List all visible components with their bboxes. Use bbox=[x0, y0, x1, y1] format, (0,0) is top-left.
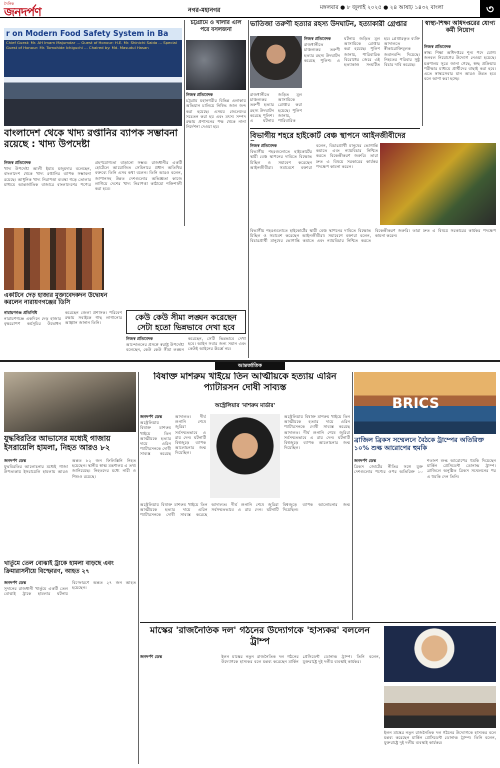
seminar-photo bbox=[4, 58, 182, 126]
trump-headline: মাস্কের 'রাজনৈতিক দল' গঠনের উদ্যোগকে 'হাস্যকর' বললেন ট্রাম্প bbox=[150, 626, 370, 647]
gaza-body bbox=[4, 458, 136, 558]
murder-text-cont: রাজধানীতে চাঞ্চল্যকর তরুণী হত্যার রহস্য উদঘাটন করেছে পুলিশ। এ ঘটনায় জড়িত মূল আসামিকে গ্রেপ্তার করা হয়েছে। পুলিশ জানায়, পারিবারিক bbox=[250, 92, 302, 124]
seminar-banner-names: Chief Guest: Mr. AH Imam Majumdar ... Guest of Honour: H.E. Mr. Shinichi Saida ... Special Guest of Honour: Mr. Tomohide Ichiguchi ... Chaired by: Md. Masudul Hasan bbox=[4, 40, 182, 58]
erin-patterson-photo bbox=[210, 414, 280, 498]
trump-photo bbox=[384, 626, 496, 682]
health-text: স্বাস্থ্য শিক্ষা অধিদপ্তরে শূন্য পদে যোগ্য জনবল নিয়োগের উদ্যোগ নেওয়া হয়েছে। মন্ত্রণালয় সূত্রে জানা গেছে, স্বচ্ছ প্রক্রিয়ায় পরীক্ষার মাধ্যমে প্রার্থীদের বাছাই করা হবে। এতে স্বাস্থ্যসেবার মান আরও উন্নত হবে বলে আশা করা হচ্ছে। bbox=[424, 50, 496, 82]
brics-headline: ব্রাজিল ব্রিকস সম্মেলনে বৈঠকে ট্রাম্পের অতিরিক্ত ১০% শুল্ক আরোপের হুমকি bbox=[354, 436, 484, 452]
food-export-headline: বাংলাদেশ থেকে খাদ্য রপ্তানির ব্যাপক সম্ভাবনা রয়েছে : খাদ্য উপদেষ্টা bbox=[4, 128, 178, 150]
mushroom-body-lower bbox=[140, 502, 350, 620]
mushroom-subhead: অস্ট্রেলিয়ার 'মাশরুম মার্ডার' bbox=[214, 403, 276, 409]
mushroom-byline: জনদর্পণ ডেস্ক bbox=[140, 414, 163, 419]
mushroom-text-cont: অস্ট্রেলিয়ায় বিষাক্ত মাশরুম খাইয়ে তিন আত্মীয়কে হত্যার দায়ে এরিন প্যাটারসনকে দোষী সাব্যস্ত করেছে আদালত। দীর্ঘ শুনানি শেষে জুরিরা সর্বসম্মতভাবে এ রায় দেন। ঘটনাটি বিশ্বজুড়ে ব্যাপক আলোচনার জন্ম দিয়েছিল। bbox=[284, 414, 350, 451]
border-body bbox=[126, 336, 246, 358]
murder-text: রাজধানীতে চাঞ্চল্যকর তরুণী হত্যার রহস্য উদঘাটন করেছে পুলিশ। এ ঘটনায় জড়িত মূল আসামিকে গ্রেপ্তার করা হয়েছে। পুলিশ জানায়, পারিবারিক বিরোধের জেরে এই হত্যাকাণ্ড সংঘটিত হয়। গ্রেপ্তারকৃত ব্যক্তি আদালতে স্বীকারোক্তিমূলক জবানবন্দি দিয়েছে। নিহতের পরিবার সুষ্ঠু বিচার দাবি করেছে। bbox=[304, 36, 420, 68]
shop-headline: একটিনে দেড় হাজার মুক্তাবেদকদন উদ্বোধন করলেন নারায়ণগঞ্জের ডিসি bbox=[4, 292, 108, 306]
newspaper-logo: জনদর্পণ bbox=[4, 5, 42, 19]
page-number: ৩ bbox=[480, 0, 500, 18]
gaza-headline: যুদ্ধবিরতির আভাসের মধ্যেই গাজায় ইসরায়েলি হামলা, নিহত আরও ৮২ bbox=[4, 434, 111, 452]
international-section-label: আন্তর্জাতিক bbox=[215, 362, 285, 370]
gaza-ruins-photo bbox=[4, 372, 136, 432]
court-body bbox=[250, 143, 378, 225]
murder-body bbox=[304, 36, 420, 126]
oil-byline: জনদর্পণ ডেস্ক bbox=[4, 580, 27, 585]
mushroom-body-cont bbox=[284, 414, 350, 498]
protest-photo bbox=[380, 143, 496, 225]
mushroom-headline: বিষাক্ত মাশরুম খাইয়ে তিন আত্মীয়কে হত্যায় এরিন প্যাটারসন দোষী সাব্যস্ত bbox=[153, 372, 337, 393]
seminar-banner-title: r on Modern Food Safety System in Ba bbox=[4, 28, 182, 40]
court-text-cont: বিভাগীয় শহরগুলোতে হাইকোর্টের স্থায়ী বেঞ্চ স্থাপনের দাবিতে বিক্ষোভ মিছিল ও সমাবেশ করেছেন আইনজীবীরা। সমাবেশে বক্তারা বলেন, বিচারপ্রার্থী মানুষের ভোগান্তি কমাতে এবং ন্যায়বিচার নিশ্চিত করতে বিকেন্দ্রীকরণ জরুরি। তারা দ্রুত এ বিষয়ে সরকারের কার্যকর পদক্ষেপ কামনা করেন। bbox=[250, 228, 496, 244]
court-headline: বিভাগীয় শহরে হাইকোর্ট বেঞ্চ স্থাপনে আইনজীবীদের bbox=[250, 131, 406, 140]
oil-headline: খার্তুমে তেল বোঝাই ট্রাকে হামলা বাড়ছে এবং ক্রিমারাসনীয়ে বিস্ফোরণ, আহত ২৭ bbox=[4, 560, 114, 575]
shop-body bbox=[4, 310, 122, 358]
murder-byline: নিজস্ব প্রতিবেদক bbox=[304, 36, 331, 41]
health-byline: নিজস্ব প্রতিবেদক bbox=[424, 44, 451, 49]
column-rule bbox=[422, 20, 423, 126]
shop-byline: নারায়ণগঞ্জ প্রতিনিধি bbox=[4, 310, 38, 315]
fish-photo bbox=[186, 40, 246, 90]
trump-text-cont: ইলন মাস্কের নতুন রাজনৈতিক দল গঠনের উদ্যোগকে হাস্যকর বলে মন্তব্য করেছেন মার্কিন প্রেসিডেন্ট ডোনাল্ড ট্রাম্প। তিনি বলেন, যুক্তরাষ্ট্রে দুই দলীয় ব্যবস্থাই কার্যকর। bbox=[384, 730, 496, 746]
fish-body bbox=[186, 92, 246, 226]
mushroom-text-lower: অস্ট্রেলিয়ায় বিষাক্ত মাশরুম খাইয়ে তিন আত্মীয়কে হত্যার দায়ে এরিন প্যাটারসনকে দোষী সাব্যস্ত করেছে আদালত। দীর্ঘ শুনানি শেষে জুরিরা সর্বসম্মতভাবে এ রায় দেন। ঘটনাটি বিশ্বজুড়ে ব্যাপক আলোচনার জন্ম দিয়েছিল। bbox=[140, 502, 350, 518]
fish-headline: চট্টগ্রামে ও খালার এলি পরে বসলজনা bbox=[190, 20, 242, 33]
masthead bbox=[0, 0, 500, 18]
trump-text: ইলন মাস্কের নতুন রাজনৈতিক দল গঠনের উদ্যোগকে হাস্যকর বলে মন্তব্য করেছেন মার্কিন প্রেসিডেন্ট ডোনাল্ড ট্রাম্প। তিনি বলেন, যুক্তরাষ্ট্রে দুই দলীয় ব্যবস্থাই কার্যকর। bbox=[221, 654, 380, 665]
accused-portrait bbox=[250, 36, 302, 88]
oil-body bbox=[4, 580, 136, 764]
brics-text: ব্রিকস জোটের নীতির সঙ্গে যুক্ত দেশগুলোর পণ্যের ওপর অতিরিক্ত ১০ শতাংশ শুল্ক আরোপের হুমকি দিয়েছেন মার্কিন প্রেসিডেন্ট ডোনাল্ড ট্রাম্প। ব্রাজিলে অনুষ্ঠিত ব্রিকস সম্মেলনের পর এ হুমকি দেন তিনি। bbox=[354, 458, 496, 479]
brics-body bbox=[354, 458, 496, 620]
murder-body-cont bbox=[250, 92, 302, 126]
column-rule bbox=[184, 20, 185, 226]
court-text: বিভাগীয় শহরগুলোতে হাইকোর্টের স্থায়ী বেঞ্চ স্থাপনের দাবিতে বিক্ষোভ মিছিল ও সমাবেশ করেছেন আইনজীবীরা। সমাবেশে বক্তারা বলেন, বিচারপ্রার্থী মানুষের ভোগান্তি কমাতে এবং ন্যায়বিচার নিশ্চিত করতে বিকেন্দ্রীকরণ জরুরি। তারা দ্রুত এ বিষয়ে সরকারের কার্যকর পদক্ষেপ কামনা করেন। bbox=[250, 143, 378, 170]
oil-text: সুদানের রাজধানী খার্তুমে একটি তেল বোঝাই ট্রাকে হামলার ঘটনায় বিস্ফোরণে অন্তত ২৭ জন আহত হয়েছেন। bbox=[4, 580, 136, 597]
shop-photo bbox=[4, 228, 104, 290]
border-text: আন্দোলনের প্রসঙ্গে স্বরাষ্ট্র উপদেষ্টা বলেছেন, কেউ কেউ সীমা লঙ্ঘন করেছেন, সেটি ভিন্নভাবে দেখা হবে। আইন সবার জন্য সমান এবং কেউই আইনের ঊর্ধ্বে নয়। bbox=[126, 336, 246, 353]
column-rule bbox=[352, 372, 353, 620]
dateline: মঙ্গলবার ● ৮ জুলাই ২০২৫ ● ২৪ আষাঢ় ১৪৩২ বাংলা bbox=[320, 5, 444, 11]
brics-summit-photo bbox=[354, 372, 496, 434]
health-headline: স্বাস্থ্য-শিক্ষা অধিদপ্তরের যোগ্য কর্মী নিয়োগ bbox=[424, 20, 496, 34]
gaza-text: যুদ্ধবিরতির আলোচনার মধ্যেই গাজা উপত্যকায় ইসরায়েলি হামলায় আরও অন্তত ৮২ জন ফিলিস্তিনি নিহত হয়েছেন। স্থানীয় স্বাস্থ্য মন্ত্রণালয় এ তথ্য জানিয়েছে। নিহতদের মধ্যে নারী ও শিশুও রয়েছে। bbox=[4, 458, 136, 479]
divider bbox=[140, 622, 496, 623]
column-rule bbox=[138, 372, 139, 764]
murder-headline: ভাতিজা তরুণী হত্যার রহস্য উদঘাটন, হত্যাকারী গ্রেপ্তার bbox=[250, 20, 407, 28]
mushroom-body bbox=[140, 414, 206, 498]
brics-photo-text: BRICS bbox=[392, 396, 440, 412]
trump-body bbox=[140, 654, 380, 764]
shop-text: নারায়ণগঞ্জে একদিনে দেড় হাজার বৃক্ষরোপণ কর্মসূচির উদ্বোধন করেছেন জেলা প্রশাসক। পরিবেশ রক্ষায় সবাইকে গাছ লাগানোর আহ্বান জানান তিনি। bbox=[4, 310, 122, 327]
trump-body-cont bbox=[384, 730, 496, 764]
mushroom-text: অস্ট্রেলিয়ায় বিষাক্ত মাশরুম খাইয়ে তিন আত্মীয়কে হত্যার দায়ে এরিন প্যাটারসনকে দোষী সাব্যস্ত করেছে আদালত। দীর্ঘ শুনানি শেষে জুরিরা সর্বসম্মতভাবে এ রায় দেন। ঘটনাটি বিশ্বজুড়ে ব্যাপক আলোচনার জন্ম দিয়েছিল। bbox=[140, 414, 206, 457]
fish-text: চট্টগ্রাম মহানগরীর বিভিন্ন এলাকায় অভিযান চালিয়ে নিষিদ্ধ জাল জব্দ করা হয়েছে। এসময় জেলেদের সচেতন করা হয় এবং মৎস্য সম্পদ রক্ষায় প্রশাসনের পক্ষ থেকে নানা নির্দেশনা দেওয়া হয়। bbox=[186, 98, 246, 130]
page-section-title: নগর-মহানগর bbox=[188, 7, 221, 14]
food-export-body bbox=[4, 160, 182, 226]
divider bbox=[250, 128, 420, 129]
fish-byline: নিজস্ব প্রতিবেদক bbox=[186, 92, 213, 97]
food-export-text: খাদ্য উপদেষ্টা আলী ইমাম মজুমদার বলেছেন, বাংলাদেশ থেকে খাদ্য রপ্তানির ব্যাপক সম্ভাবনা রয়েছে। আধুনিক খাদ্য নিরাপত্তা ব্যবস্থা গড়ে তোলার মাধ্যমে আন্তর্জাতিক বাজারে বাংলাদেশের পণ্যের গ্রহণযোগ্যতা বাড়ানো সম্ভব। রাজধানীর একটি হোটেলে আয়োজিত সেমিনারে প্রধান অতিথির বক্তব্যে তিনি এসব কথা বলেন। তিনি আরও বলেন, জাপানসহ উন্নত দেশগুলোর অভিজ্ঞতা কাজে লাগিয়ে দেশের খাদ্য নিরাপত্তা কাঠামো শক্তিশালী করা হবে। bbox=[4, 160, 182, 192]
column-rule bbox=[248, 20, 249, 358]
gaza-byline: জনদর্পণ ডেস্ক bbox=[4, 458, 27, 463]
logo-prefix: দৈনিক bbox=[4, 1, 15, 6]
trump-byline: জনদর্পণ ডেস্ক bbox=[140, 654, 163, 659]
court-body-cont bbox=[250, 228, 496, 358]
brics-byline: জনদর্পণ ডেস্ক bbox=[354, 458, 377, 463]
meeting-photo bbox=[384, 686, 496, 728]
food-export-byline: নিজস্ব প্রতিবেদক bbox=[4, 160, 31, 165]
border-byline: নিজস্ব প্রতিবেদক bbox=[126, 336, 153, 341]
border-headline: কেউ কেউ সীমা লঙ্ঘন করেছেন সেটা হতো ভিন্নভাবে দেখা হবে bbox=[126, 310, 246, 334]
court-byline: নিজস্ব প্রতিবেদক bbox=[250, 143, 277, 148]
